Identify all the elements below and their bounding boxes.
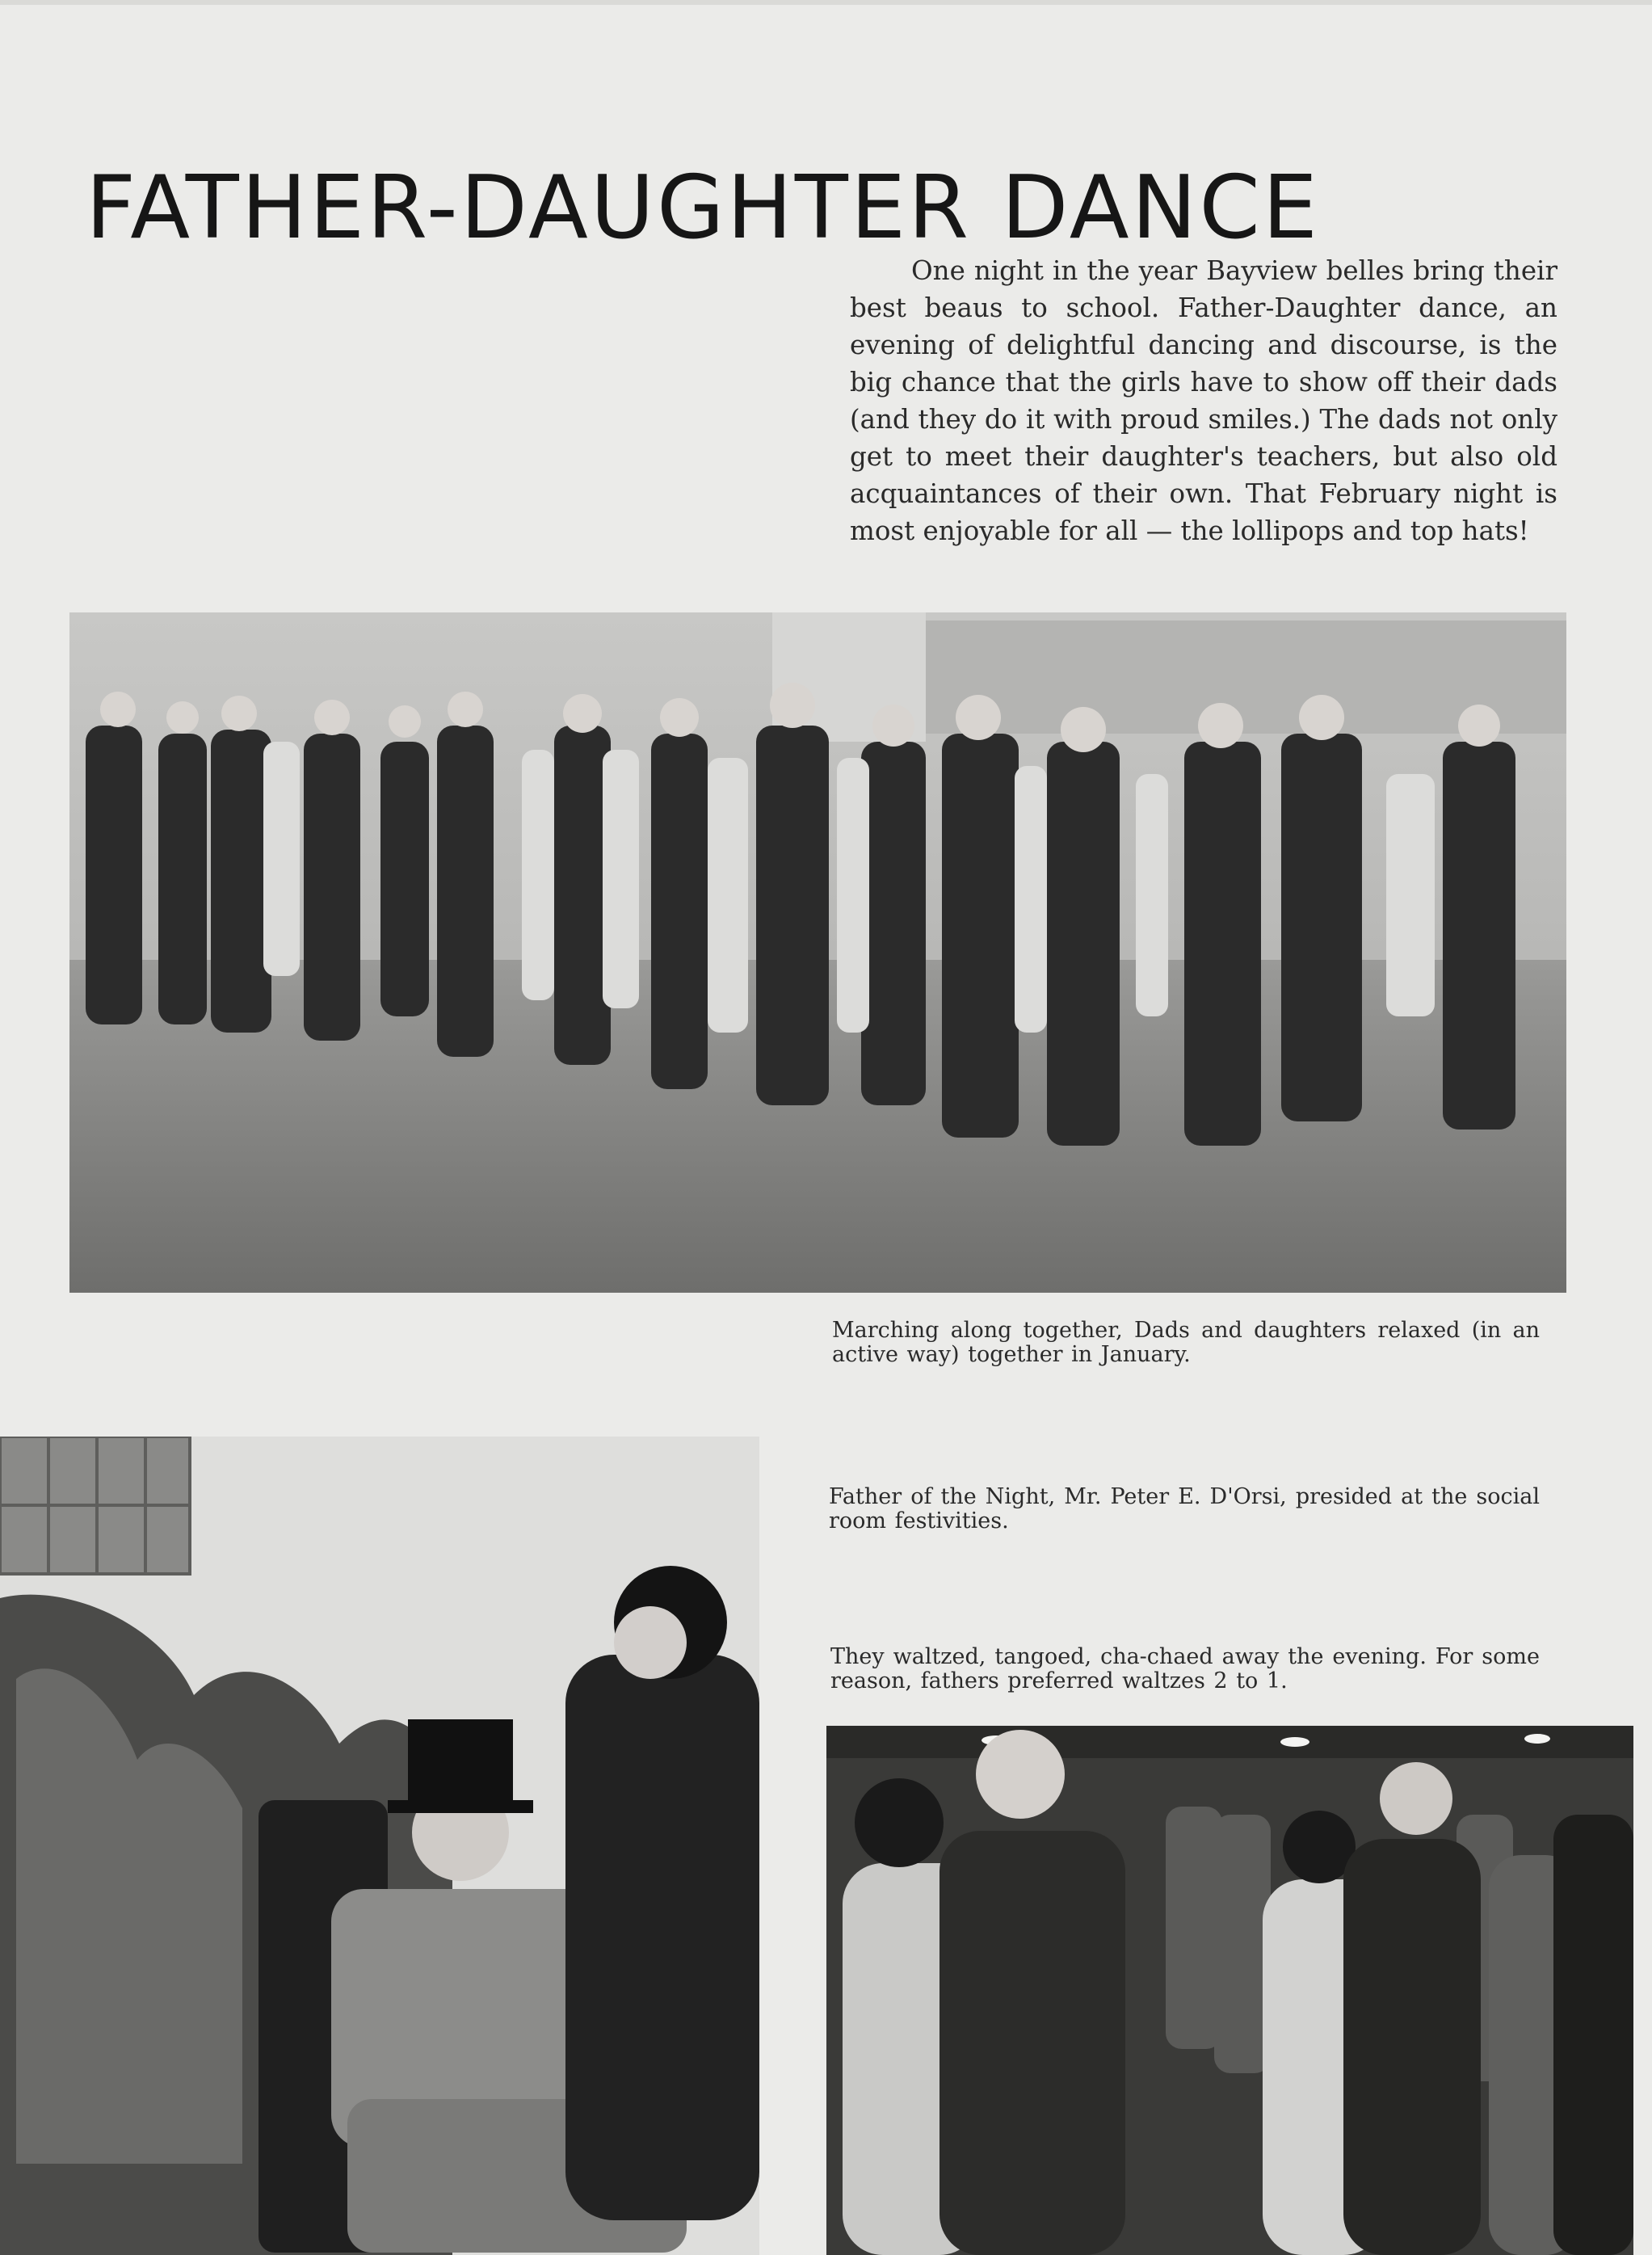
page-title: FATHER-DAUGHTER DANCE (86, 158, 1321, 259)
group-line-photo-image (69, 612, 1566, 1293)
page-edge (0, 0, 1652, 5)
dancing-couples-photo-image (826, 1726, 1633, 2255)
group-line-caption: Marching along together, Dads and daughters relaxed (in an active way) together in January. (832, 1318, 1540, 1367)
intro-paragraph: One night in the year Bayview belles bring their best beaus to school. Father-Daughter dance, an evening of delightful dancing and discourse, is the big chance that the girls have to show off their dads (and they do it with proud smiles.) The dads not only get to meet their daughter's teachers, but also old acquaintances of their own. That February night is most enjoyable for all — the lollipops and top hats! (850, 255, 1557, 546)
group-line-photo (69, 612, 1566, 1293)
dancing-caption: They waltzed, tangoed, cha-chaed away the evening. For some reason, fathers preferred waltzes 2 to 1. (830, 1644, 1540, 1693)
dancing-couples-photo (826, 1726, 1633, 2255)
top-hat-caption: Father of the Night, Mr. Peter E. D'Orsi, presided at the social room festivities. (829, 1484, 1540, 1533)
top-hat-photo-image (0, 1437, 759, 2255)
top-hat-photo (0, 1437, 759, 2255)
